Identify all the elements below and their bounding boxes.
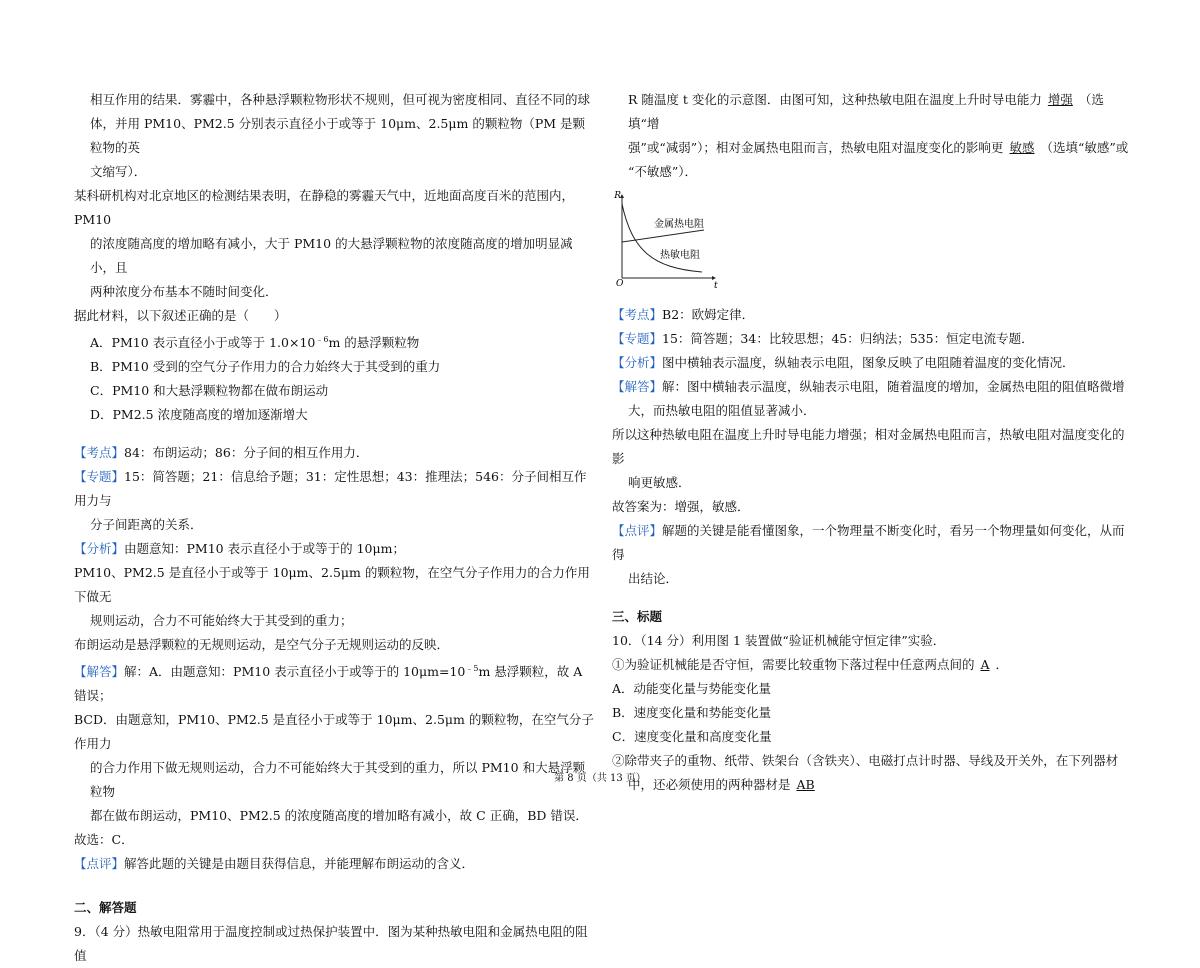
label-t: t [714, 281, 718, 290]
fenxi-line-3: 规则运动，合力不可能始终大于其受到的重力； [90, 613, 353, 629]
zhuanti: 【专题】15：简答题；21：信息给予题；31：定性思想；43：推理法；546：分子间相互作用力与 [74, 469, 587, 509]
fill-answer: 故答案为：增强，敏感． [612, 499, 750, 514]
r-dianping-tag: 【点评】 [612, 523, 663, 538]
jieda-tag: 【解答】 [74, 664, 125, 680]
q9-line-2: 强”或“减弱”）；相对金属热电阻而言，热敏电阻对温度变化的影响更 敏感 （选填“敏感”或 [628, 140, 1129, 155]
choice-answer: 故选：C． [74, 832, 134, 848]
label-metal-resistor: 金属热电阻 [654, 219, 704, 230]
jieda: 【解答】解：A．由题意知：PM10 表示直径小于或等于的 $10\mu m=10^{﹣5}m$ 悬浮颗粒，故 A 错误； [74, 664, 583, 704]
section-heading-3: 三、标题 [612, 609, 663, 624]
r-jieda: 【解答】解：图中横轴表示温度，纵轴表示电阻，随着温度的增加，金属热电阻的阻值略微增 [612, 379, 1125, 394]
material-line-1: 某科研机构对北京地区的检测结果表明，在静稳的雾霾天气中，近地面高度百米的范围内，PM10 [74, 188, 575, 227]
zhuanti-tag: 【专题】 [74, 469, 125, 485]
q9-line-1: R 随温度 t 变化的示意图．由图可知，这种热敏电阻在温度上升时导电能力 增强 （选填“增 [628, 92, 1104, 131]
r-jieda-line-4: 响更敏感． [628, 475, 691, 490]
metal-resistor-curve [622, 230, 704, 242]
jieda-line-3: 的合力作用下做无规则运动，合力不可能始终大于其受到的重力，所以 PM10 和大悬浮颗粒物 [90, 760, 586, 800]
kaodian-tag: 【考点】 [74, 445, 125, 461]
fenxi-tag: 【分析】 [74, 541, 125, 557]
q9-answer-2: 敏感 [1009, 140, 1035, 155]
r-fenxi-tag: 【分析】 [612, 355, 663, 370]
q10-part-2-cont: 中，还必须使用的两种器材是 AB [612, 773, 1132, 797]
r-kaodian: 【考点】B2：欧姆定律． [612, 307, 755, 322]
option-d: D．PM2.5 浓度随高度的增加逐渐增大 [90, 407, 308, 423]
q10-answer-2: AB [796, 777, 815, 792]
material-line-3: 两种浓度分布基本不随时间变化． [90, 284, 278, 299]
page-footer: 第 8 页（共 13 页） [554, 773, 646, 784]
r-fenxi: 【分析】图中横轴表示温度，纵轴表示电阻，图象反映了电阻随着温度的变化情况． [612, 355, 1075, 370]
resistance-temperature-figure [612, 190, 722, 290]
r-jieda-line-3: 所以这种热敏电阻在温度上升时导电能力增强；相对金属热电阻而言，热敏电阻对温度变化的影 [612, 427, 1125, 466]
jieda-line-4: 都在做布朗运动，PM10、PM2.5 的浓度随高度的增加略有减小，故 C 正确，BD 错误． [90, 808, 588, 824]
thermistor-curve [622, 204, 702, 272]
question-stem: 据此材料，以下叙述正确的是（ ） [74, 308, 287, 323]
option-c: C．PM10 和大悬浮颗粒物都在做布朗运动 [90, 383, 329, 399]
intro-line-3: 文缩写）． [90, 164, 147, 179]
q9-answer-1: 增强 [1047, 92, 1073, 107]
intro-line-2: 体，并用 PM10、PM2.5 分别表示直径小于或等于 10μm、2.5μm 的颗粒物（PM 是颗粒物的英 [90, 116, 586, 155]
r-zhuanti: 【专题】15：简答题；34：比较思想；45：归纳法；535：恒定电流专题． [612, 331, 1034, 346]
label-r: R [614, 191, 621, 201]
q10-answer-1: A [980, 657, 990, 672]
dianping-tag: 【点评】 [74, 856, 125, 872]
intro-line-1: 相互作用的结果．雾霾中，各种悬浮颗粒物形状不规则，但可视为密度相同、直径不同的球 [90, 92, 591, 107]
r-jieda-line-2: 大，而热敏电阻的阻值显著减小． [628, 403, 816, 418]
material-line-2: 的浓度随高度的增加略有减小，大于 PM10 的大悬浮颗粒物的浓度随高度的增加明显减小，且 [90, 236, 573, 275]
q10-part-2: ②除带夹子的重物、纸带、铁架台（含铁夹）、电磁打点计时器、导线及开关外，在下列器材 [612, 753, 1119, 768]
r-zhuanti-tag: 【专题】 [612, 331, 663, 346]
r-kaodian-tag: 【考点】 [612, 307, 663, 322]
left-column [74, 88, 594, 968]
kaodian: 【考点】84：布朗运动；86：分子间的相互作用力． [74, 445, 369, 461]
q10-option-a: A．动能变化量与势能变化量 [612, 681, 772, 696]
r-dianping-line-2: 出结论． [628, 571, 679, 586]
q10-option-c: C．速度变化量和高度变化量 [612, 729, 772, 744]
r-dianping: 【点评】解题的关键是能看懂图象，一个物理量不断变化时，看另一个物理量如何变化，从而得 [612, 523, 1125, 562]
option-b: B．PM10 受到的空气分子作用力的合力始终大于其受到的重力 [90, 359, 441, 375]
dianping: 【点评】解答此题的关键是由题目获得信息，并能理解布朗运动的含义． [74, 856, 475, 872]
zhuanti-cont: 分子间距离的关系． [90, 517, 203, 533]
fenxi-line-4: 布朗运动是悬浮颗粒的无规则运动，是空气分子无规则运动的反映． [74, 637, 450, 653]
q10-option-b: B．速度变化量和势能变化量 [612, 705, 772, 720]
question-10-stem: 10．（14 分）利用图 1 装置做“验证机械能守恒定律”实验． [612, 633, 946, 648]
option-a: A．PM10 表示直径小于或等于 $1.0\times 10^{﹣6}m$ 的悬浮颗粒物 [90, 335, 420, 351]
right-column [612, 88, 1132, 797]
label-thermistor: 热敏电阻 [660, 250, 700, 261]
q9-line-3: “不敏感”）． [628, 164, 698, 179]
fenxi-line-2: PM10、PM2.5 是直径小于或等于 10μm、2.5μm 的颗粒物，在空气分子作用力的合力作用下做无 [74, 565, 590, 605]
r-jieda-tag: 【解答】 [612, 379, 663, 394]
jieda-line-2: BCD．由题意知，PM10、PM2.5 是直径小于或等于 10μm、2.5μm 的颗粒物，在空气分子作用力 [74, 712, 594, 752]
question-9-stem: 9．（4 分）热敏电阻常用于温度控制或过热保护装置中．图为某种热敏电阻和金属热电阻的阻值 [74, 924, 588, 964]
q10-part-1: ①为验证机械能是否守恒，需要比较重物下落过程中任意两点间的 A ． [612, 657, 1009, 672]
fenxi: 【分析】由题意知：PM10 表示直径小于或等于的 10μm； [74, 541, 405, 557]
label-o: O [616, 279, 624, 289]
t-axis-arrow [712, 276, 716, 280]
section-heading-2: 二、解答题 [74, 900, 137, 916]
